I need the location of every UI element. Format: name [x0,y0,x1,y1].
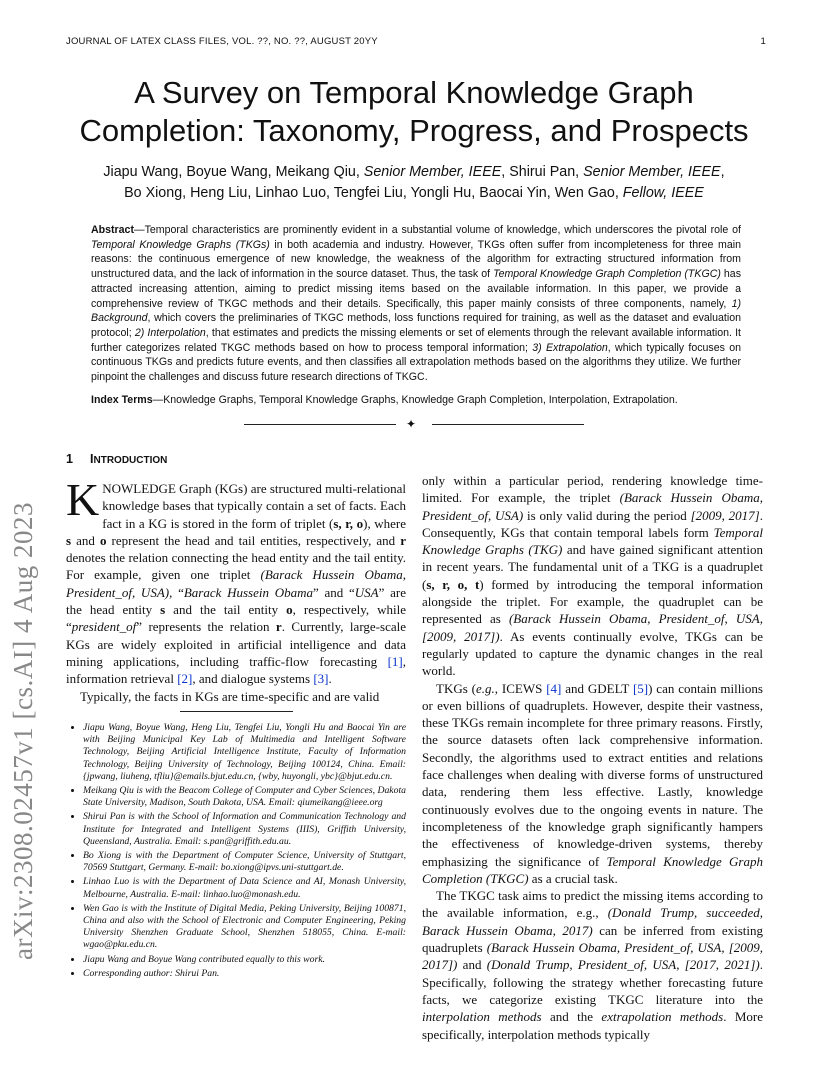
footnote-item: • Wen Gao is with the Institute of Digital Media, Peking University, Beijing 100871, China and also with the School of Electronic and Computer Engineering, Peking University Shenzhen Graduate School, Shenzhen 518055, China. E-mail: wgao@pku.edu.cn. [83,903,406,952]
text-run: ” are the head entity [66,584,406,618]
citation-link[interactable]: [3] [313,671,329,687]
text-run: . Specifically, following the strategy whether forecasting future facts, we categorize existing TKGC literature into the [422,957,763,1007]
index-terms-text: —Knowledge Graphs, Temporal Knowledge Graphs, Knowledge Graph Completion, Interpolation, Extrapolation. [152,394,678,406]
section-separator [244,419,584,431]
footnote-item: • Corresponding author: Shirui Pan. [83,968,406,980]
text-run: , respectively, while “ [66,602,407,635]
text-run: , information retrieval [66,653,406,687]
text-run: NOWLEDGE [102,481,176,496]
left-column-text [66,474,407,705]
footnote-rule [180,711,293,712]
emph-run: extrapolation methods [601,1009,724,1025]
footnote-item: • Bo Xiong is with the Department of Computer Science, University of Stuttgart, 70569 Stuttgart, Germany. E-mail: bo.xiong@ipvs.uni-stuttgart.de. [83,850,406,874]
emph-run: (Donald Trump, President_of, USA, [2017, 2021]) [486,957,760,973]
section-title-rest: NTRODUCTION [93,455,168,466]
abstract-emph: 1) Background [91,297,741,325]
math-run: r [400,532,406,548]
abstract-text: , that estimates and predicts the missing elements or set of elements through the relevant available information. It further categorizes related TKGC methods based on how to process temporal information; [91,326,742,354]
emph-run: Temporal Knowledge Graphs (TKG) [422,524,763,558]
abstract-text: , which typically focuses on continuous TKGs and predicts future events, and then classifies all extrapolation methods based on the algorithms they utilize. We further pinpoint the challenges and discuss future research directions of TKGC. [91,341,741,384]
text-run: . More specifically, interpolation methods typically [422,1009,763,1042]
title-line-2: Completion: Taxonomy, Progress, and Prospects [79,113,749,148]
text-run: represent the head and tail entities, respectively, and [106,532,401,548]
paragraph [422,887,763,1043]
text-run: ” represents the relation [136,619,276,635]
arxiv-sidebar-stamp: arXiv:2308.02457v1 [cs.AI] 4 Aug 2023 [8,502,38,960]
emph-run: (Barack Hussein Obama, President_of, USA, [2009, 2017]) [422,611,763,644]
math-run: s [66,532,72,548]
emph-run: (Barack Hussein Obama, President_of, USA, [2009, 2017]) [422,940,763,973]
section-heading-introduction [66,452,167,466]
paragraph [422,472,763,680]
citation-link[interactable]: [5] [632,680,649,696]
emph-run: (Barack Hussein Obama, President_of, USA) [422,490,763,523]
text-run: . Currently, large-scale KGs are widely exploited in artificial intelligence and data mining applications, including traffic-flow forecasting [66,619,406,669]
abstract-text: has attracted increasing attention, aiming to predict missing items based on the available information. In this paper, we provide a comprehensive review of TKGC methods and their details. Specifically, this paper mainly consists of three components, namely, [91,268,741,310]
right-column-text [422,472,763,1043]
emph-run: e.g. [475,680,495,696]
authors-text: , Shirui Pan, [501,164,584,180]
section-title-initial: I [90,452,94,466]
running-header [66,36,766,47]
abstract-emph: 2) Interpolation [134,326,206,339]
text-run: and the [541,1009,602,1025]
title-line-1: A Survey on Temporal Knowledge Graph [134,75,694,110]
text-run: . Consequently, KGs that contain temporal labels form [422,507,763,540]
text-run: . As events continually evolve, TKGs can be regularly updated to capture the dynamic changes in the real world. [422,628,763,679]
abstract-text: —Temporal characteristics are prominently evident in a substantial volume of knowledge, which underscores the pivotal role of [133,224,741,236]
text-run: ) can contain millions or even billions of quadruplets. However, despite their vastness, these TKGs remain incomplete for three primary reasons. Firstly, the source datasets often lack comprehensive information. Secondly, the algorithms used to extract entities and relations face challenges when dealing with diverse forms of unstructured data, rendering them less effective. Lastly, knowledge continuously evolves due to the ongoing events in nature. The incompleteness of the knowledge graph significantly hampers the effectiveness of knowledge-driven systems, thereby emphasizing the significance of [422,680,763,869]
math-run: o [99,532,107,548]
abstract-text: , which covers the preliminaries of TKGC methods, loss functions required for training, as well as the dataset and evaluation protocol; [91,312,741,339]
text-run: , ICEWS [494,680,547,696]
footnote-item: • Shirui Pan is with the School of Information and Communication Technology and Institute for Integrated and Intelligent Systems (IIIS), Griffith University, Queensland, Australia. Email: s.pan@griffith.edu.au. [83,811,406,848]
text-run: ), where [363,515,406,531]
abstract-label: Abstract [91,224,134,236]
author-role: Fellow, IEEE [622,185,704,201]
citation-link[interactable]: [4] [546,680,562,696]
text-run: only within a particular period, rendering knowledge time-limited. For example, the triplet [422,473,763,506]
math-run: s, r, o, t [426,576,480,592]
footnote-item: • Jiapu Wang, Boyue Wang, Heng Liu, Tengfei Liu, Yongli Hu and Baocai Yin are with Beijing Municipal Key Lab of Multimedia and Intelligent Software Technology, Beijing Artificial Intelligence Institute, Faculty of Information Technology, Beijing University of Technology, Beijing 100124, China. Email: {jpwang, liuheng, tfliu}@emails.bjut.edu.cn, {wby, huyongli, ybc}@bjut.edu.cn. [83,722,406,783]
emph-run: Temporal Knowledge Graph Completion (TKGC) [422,853,763,886]
section-number: 1 [66,452,73,466]
author-list [40,162,788,204]
math-run: s [160,602,166,618]
abstract [91,223,741,385]
authors-text: Bo Xiong, Heng Liu, Linhao Luo, Tengfei Liu, Yongli Hu, Baocai Yin, Wen Gao, [124,185,623,201]
text-run: and [457,957,487,973]
text-run: ) formed by introducing the temporal information alongside the triplet. For example, the quadruplet can be represented as [422,576,764,627]
text-run: , “ [169,584,184,600]
abstract-emph: Temporal Knowledge Graph Completion (TKGC) [493,268,721,281]
author-role: Senior Member, IEEE [583,164,721,180]
text-run: and have gained significant attention in recent years. The fundamental unit of a TKG is a quadruplet ( [422,542,763,592]
text-run: ” and “ [313,584,355,600]
emph-run: (Donald Trump, succeeded, Barack Hussein Obama, 2017) [422,905,764,938]
citation-link[interactable]: [2] [177,671,193,687]
abstract-emph: Temporal Knowledge Graphs (TKGs) [91,238,270,251]
footnote-item: • Jiapu Wang and Boyue Wang contributed equally to this work. [83,954,406,966]
text-run: and [71,532,100,548]
abstract-text: in both academia and industry. However, TKGs often suffer from incompleteness for three main reasons: the continuous emergence of new knowledge, the weakness of the algorithm for extracting structured information from unstructured data, and the lack of information in the source dataset. Thus, the task of [91,238,741,281]
page-number: 1 [760,36,766,47]
abstract-emph: 3) Extrapolation [532,341,608,354]
index-terms-label: Index Terms [91,394,153,406]
emph-run: president_of [71,619,137,635]
emph-run: [2009, 2017] [690,507,760,523]
footnote-item: • Linhao Luo is with the Department of Data Science and AI, Monash University, Melbourne, Australia. E-mail: linhao.luo@monash.edu. [83,876,406,900]
emph-run: interpolation methods [422,1009,542,1025]
text-run: . [328,671,332,687]
footnote-item: • Meikang Qiu is with the Beacom College of Computer and Cyber Sciences, Dakota State University, Madison, South Dakota, USA. Email: qiumeikang@ieee.org [83,785,406,809]
math-run: s, r, o [333,515,364,531]
paragraph [66,474,407,688]
math-run: r [275,619,282,635]
text-run: denotes the relation connecting the head entity and the tail entity. For example, given one triplet [66,550,406,583]
text-run: is only valid during the period [523,507,691,523]
citation-link[interactable]: [1] [387,653,403,669]
text-run: The TKGC task aims to predict the missing items according to the available information, e.g., [422,888,763,921]
separator-line-right [432,424,584,425]
footnotes [66,722,406,982]
text-run: and the tail entity [165,602,287,618]
emph-run: (Barack Hussein Obama, President_of, USA) [66,567,406,600]
separator-line-left [244,424,396,425]
text-run: Graph (KGs) are structured multi-relational knowledge bases that typically contain a set of facts. Each fact in a KG is stored in the form of triplet ( [102,481,406,531]
author-role: Senior Member, IEEE [363,164,502,180]
separator-diamond-icon: ✦ [406,417,417,431]
paper-title [40,74,788,150]
text-run: , and dialogue systems [192,671,314,687]
index-terms [91,393,741,407]
paragraph [422,680,763,888]
text-run: TKGs ( [436,680,476,696]
emph-run: Barack Hussein Obama [183,584,313,600]
math-run: o [286,602,293,618]
text-run: and GDELT [561,680,633,696]
journal-name: JOURNAL OF LATEX CLASS FILES, VOL. ??, NO. ??, AUGUST 20YY [66,36,378,47]
text-run: as a crucial task. [528,870,618,886]
drop-cap: K [66,474,100,525]
authors-text: Jiapu Wang, Boyue Wang, Meikang Qiu, [103,164,364,180]
emph-run: USA [354,584,379,600]
paragraph: Typically, the facts in KGs are time-specific and are valid [80,688,380,704]
authors-text: , [720,164,725,180]
text-run: can be inferred from existing quadruplets [422,922,763,956]
